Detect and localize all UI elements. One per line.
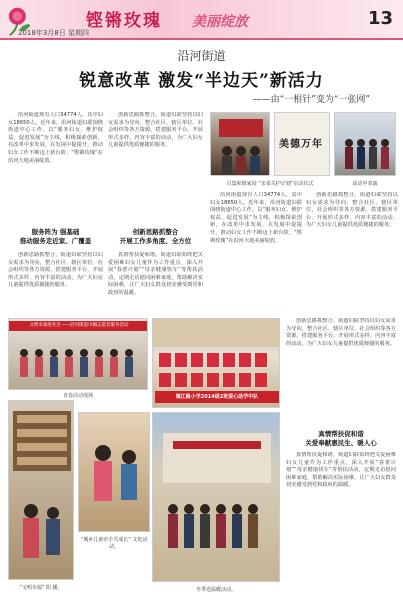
meeting-photo <box>210 112 270 176</box>
paragraph: 沿河街道现有人口34774人，其中妇女18650人。近年来，沿河街道妇联围绕街道中心工作，以“服务妇女、维护权益、促进发展”为主线，积极探索创新，在改革中求发展，在发展中促提升，推动妇女工作不断迈上新台阶。“铿锵玫瑰”在沿河大地美丽绽放。 <box>8 112 103 164</box>
article-column-3 <box>210 192 302 312</box>
paragraph: 创新思路抓整合。街道妇联坚持以妇女需求为导向，整合社区、辖区单位、社会组织等各方资源，搭建服务平台，开展形式多样、内容丰富的活动，为广大妇女儿童提供优质便捷的服务。 <box>8 252 103 289</box>
article-headline: 锐意改革 激发“半边天”新活力 <box>79 71 324 91</box>
group-photo-right <box>334 112 396 176</box>
library-photo <box>8 400 74 580</box>
article-subhead: ——由“一根针”变为“一张网” <box>252 95 370 105</box>
article-column-1 <box>8 112 103 220</box>
paragraph: 真情帮扶促和谐。街道妇联始终把关爱困难妇女儿童作为工作重点，深入开展“春蕾计划”“母亲健康快车”等帮扶活动，定期走访慰问困难家庭，帮助解决实际困难，让广大妇女群众切实感受到党和政府的温暖。 <box>286 452 396 489</box>
photo-caption-4: “城乡儿童牵手共成长” 文化活动。 <box>80 537 148 550</box>
section-heading-3: 真情帮扶促和谐 关爱奉献惠民生、暖人心 <box>305 430 377 447</box>
paragraph: 创新思路抓整合。街道妇联坚持以妇女需求为导向，整合社区、辖区单位、社会组织等各方资源，搭建服务平台，开展形式多样、内容丰富的活动，为广大妇女儿童提供优质便捷的服务。 <box>306 192 398 229</box>
section-heading-1: 服务阵为 强基础 推动服务走近家、广覆盖 <box>19 228 92 245</box>
section-heading-2: 创新思路抓整合 开展工作多角度、全方位 <box>119 228 192 245</box>
article-column-2 <box>108 112 203 220</box>
kids-photo <box>78 412 150 532</box>
section-title: 铿锵玫瑰 <box>86 11 162 31</box>
class-banner-text: 镇江路小学2014级2班爱心助学中队 <box>155 391 279 403</box>
page-number: 13 <box>367 8 393 29</box>
page-header <box>0 0 403 40</box>
article-kicker: 沿河街道 <box>177 49 226 63</box>
article-column-2b <box>108 252 203 312</box>
winter-photo <box>152 412 280 582</box>
paragraph: 沿河街道现有人口34774人，其中妇女18650人。近年来，沿河街道妇联围绕街道中心工作，以“服务妇女、维护权益、促进发展”为主线，积极探索创新，在改革中求发展，在发展中促提升，推动妇女工作不断迈上新台阶。“铿锵玫瑰”在沿河大地美丽绽放。 <box>210 192 302 244</box>
banner-text: 文明幸福进社区——沿河街道巾帼志愿者服务活动 <box>9 321 148 331</box>
volunteer-photo <box>8 318 148 390</box>
article-column-4 <box>306 192 398 312</box>
article-column-5 <box>286 318 396 426</box>
section-subtitle: 美丽绽放 <box>192 14 248 30</box>
photo-caption-6: 活动中表演 <box>352 181 378 187</box>
article-column-1b <box>8 252 103 312</box>
issue-date: 2018年3月8日 星期四 <box>18 29 89 37</box>
calligraphy-text: 美德万年 <box>279 139 323 150</box>
photo-caption-5: 冬季送温暖活动。 <box>195 587 236 593</box>
article-column-6 <box>286 452 396 594</box>
paragraph: 创新思路抓整合。街道妇联坚持以妇女需求为导向，整合社区、辖区单位、社会组织等各方资源，搭建服务平台，开展形式多样、内容丰富的活动，为广大妇女儿童提供优质便捷的服务。 <box>286 318 396 347</box>
photo-caption-1: 召集和谐家园 “亲邻关护计划”启动仪式 <box>226 181 314 187</box>
calligraphy-photo <box>274 112 330 176</box>
photo-caption-3: “文明幸福” 阳 播。 <box>19 585 63 591</box>
class-photo <box>152 318 280 408</box>
paragraph: 创新思路抓整合。街道妇联坚持以妇女需求为导向，整合社区、辖区单位、社会组织等各方资源，搭建服务平台，开展形式多样、内容丰富的活动，为广大妇女儿童提供优质便捷的服务。 <box>108 112 203 149</box>
paragraph: 真情帮扶促和谐。街道妇联始终把关爱困难妇女儿童作为工作重点，深入开展“春蕾计划”“母亲健康快车”等帮扶活动，定期走访慰问困难家庭，帮助解决实际困难，让广大妇女群众切实感受到党和政府的温暖。 <box>108 252 203 296</box>
photo-caption-2: 青春活动现场 <box>62 393 93 399</box>
